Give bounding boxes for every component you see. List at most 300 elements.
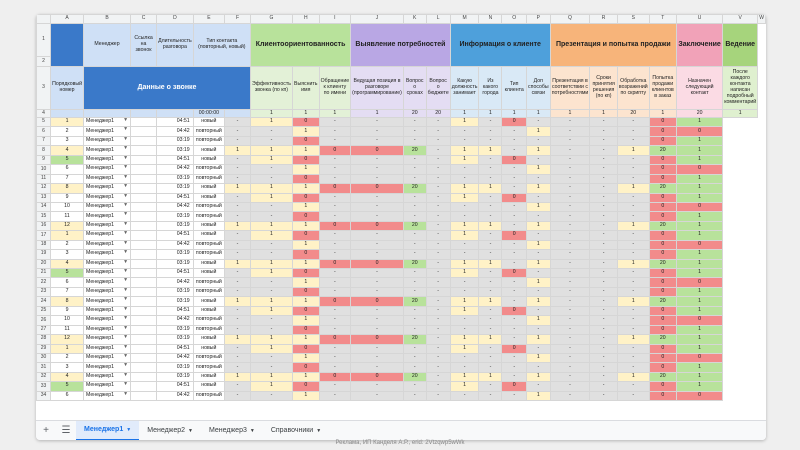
- call-link-cell[interactable]: [131, 269, 157, 278]
- score-cell-i[interactable]: 1: [250, 335, 292, 344]
- duration-cell[interactable]: 03:19: [157, 250, 194, 259]
- duration-cell[interactable]: 03:19: [157, 363, 194, 372]
- score-cell-r[interactable]: -: [526, 118, 550, 127]
- score-cell-p[interactable]: 1: [479, 184, 502, 193]
- contact-type-cell[interactable]: новый: [193, 155, 224, 164]
- score-cell-v[interactable]: 0: [649, 231, 676, 240]
- score-cell-n[interactable]: -: [426, 259, 450, 268]
- duration-cell[interactable]: 04:42: [157, 240, 194, 249]
- call-link-cell[interactable]: [131, 184, 157, 193]
- score-cell-q[interactable]: -: [502, 136, 527, 145]
- row-number[interactable]: 24: [37, 297, 51, 306]
- score-cell-p[interactable]: 1: [479, 259, 502, 268]
- score-cell-o[interactable]: -: [450, 136, 479, 145]
- score-cell-n[interactable]: -: [426, 202, 450, 211]
- score-cell-r[interactable]: -: [526, 382, 550, 391]
- subheader-q[interactable]: Доп способы связи: [526, 67, 550, 110]
- contact-type-cell[interactable]: повторный: [193, 165, 224, 174]
- chevron-down-icon[interactable]: ▼: [123, 277, 129, 284]
- chevron-down-icon[interactable]: ▼: [123, 391, 129, 397]
- score-cell-o[interactable]: 1: [450, 193, 479, 202]
- row-number[interactable]: 22: [37, 278, 51, 287]
- weight-h[interactable]: 1: [250, 110, 292, 118]
- score-cell-h[interactable]: -: [225, 325, 251, 334]
- duration-cell[interactable]: 03:19: [157, 372, 194, 381]
- order-num-cell[interactable]: 10: [51, 316, 84, 325]
- score-cell-n[interactable]: -: [426, 325, 450, 334]
- call-link-cell[interactable]: [131, 259, 157, 268]
- score-cell-t[interactable]: -: [590, 174, 618, 183]
- score-cell-n[interactable]: -: [426, 174, 450, 183]
- sheet-tab-manager1[interactable]: [76, 421, 139, 441]
- score-cell-j[interactable]: 0: [292, 363, 319, 372]
- score-cell-n[interactable]: -: [426, 278, 450, 287]
- row-number[interactable]: 21: [37, 269, 51, 278]
- score-cell-r[interactable]: 1: [526, 372, 550, 381]
- score-cell-v[interactable]: 20: [649, 221, 676, 230]
- col-header-c[interactable]: C: [131, 15, 157, 24]
- score-cell-v[interactable]: 20: [649, 184, 676, 193]
- score-cell-m[interactable]: -: [403, 165, 426, 174]
- score-cell-w[interactable]: 1: [677, 287, 723, 296]
- header-presentation[interactable]: Презентация и попытка продажи: [550, 24, 676, 67]
- score-cell-n[interactable]: -: [426, 221, 450, 230]
- header-conclusion[interactable]: Заключение: [677, 24, 723, 67]
- score-cell-i[interactable]: 1: [250, 193, 292, 202]
- score-cell-n[interactable]: -: [426, 240, 450, 249]
- contact-type-cell[interactable]: повторный: [193, 174, 224, 183]
- subheader-u[interactable]: Попытка продажи клиентов в заказ: [649, 67, 676, 110]
- contact-type-cell[interactable]: новый: [193, 269, 224, 278]
- score-cell-j[interactable]: 0: [292, 212, 319, 221]
- header-needs-detection[interactable]: Выявление потребностей: [351, 24, 451, 67]
- col-header-e[interactable]: E: [193, 15, 224, 24]
- score-cell-k[interactable]: -: [319, 269, 351, 278]
- call-link-cell[interactable]: [131, 325, 157, 334]
- manager-select[interactable]: [83, 202, 130, 211]
- score-cell-w[interactable]: 1: [677, 231, 723, 240]
- score-cell-n[interactable]: -: [426, 335, 450, 344]
- contact-type-cell[interactable]: повторный: [193, 278, 224, 287]
- manager-select[interactable]: [83, 335, 130, 344]
- order-num-cell[interactable]: 9: [51, 193, 84, 202]
- score-cell-s[interactable]: -: [550, 136, 590, 145]
- score-cell-i[interactable]: -: [250, 325, 292, 334]
- chevron-down-icon[interactable]: ▼: [123, 315, 129, 322]
- weight-o[interactable]: 1: [479, 110, 502, 118]
- score-cell-u[interactable]: 1: [617, 335, 649, 344]
- score-cell-w[interactable]: 1: [677, 212, 723, 221]
- score-cell-v[interactable]: 20: [649, 297, 676, 306]
- score-cell-n[interactable]: -: [426, 382, 450, 391]
- order-num-cell[interactable]: 12: [51, 221, 84, 230]
- score-cell-h[interactable]: 1: [225, 146, 251, 155]
- score-cell-p[interactable]: 1: [479, 221, 502, 230]
- score-cell-i[interactable]: -: [250, 287, 292, 296]
- order-num-cell[interactable]: 8: [51, 297, 84, 306]
- score-cell-m[interactable]: -: [403, 325, 426, 334]
- header-duration[interactable]: Длительность разговора: [157, 24, 194, 67]
- score-cell-w[interactable]: 1: [677, 269, 723, 278]
- score-cell-j[interactable]: 1: [292, 316, 319, 325]
- score-cell-o[interactable]: 1: [450, 382, 479, 391]
- row-number[interactable]: 13: [37, 193, 51, 202]
- chevron-down-icon[interactable]: ▼: [123, 381, 129, 388]
- contact-type-cell[interactable]: повторный: [193, 316, 224, 325]
- score-cell-n[interactable]: -: [426, 250, 450, 259]
- row-number[interactable]: 18: [37, 240, 51, 249]
- score-cell-k[interactable]: 0: [319, 221, 351, 230]
- manager-select[interactable]: [83, 297, 130, 306]
- score-cell-w[interactable]: 0: [677, 165, 723, 174]
- score-cell-s[interactable]: -: [550, 259, 590, 268]
- score-cell-s[interactable]: -: [550, 306, 590, 315]
- score-cell-v[interactable]: 0: [649, 382, 676, 391]
- order-num-cell[interactable]: 8: [51, 184, 84, 193]
- score-cell-i[interactable]: -: [250, 165, 292, 174]
- chevron-down-icon[interactable]: ▼: [123, 372, 129, 378]
- score-cell-m[interactable]: 20: [403, 297, 426, 306]
- score-cell-p[interactable]: -: [479, 382, 502, 391]
- score-cell-m[interactable]: -: [403, 316, 426, 325]
- score-cell-h[interactable]: 1: [225, 335, 251, 344]
- score-cell-k[interactable]: -: [319, 250, 351, 259]
- score-cell-m[interactable]: -: [403, 287, 426, 296]
- score-cell-v[interactable]: 0: [649, 155, 676, 164]
- score-cell-u[interactable]: 1: [617, 297, 649, 306]
- score-cell-v[interactable]: 0: [649, 174, 676, 183]
- score-cell-j[interactable]: 0: [292, 174, 319, 183]
- score-cell-l[interactable]: -: [351, 306, 404, 315]
- row-number[interactable]: 26: [37, 316, 51, 325]
- score-cell-i[interactable]: 1: [250, 146, 292, 155]
- duration-cell[interactable]: 04:42: [157, 127, 194, 136]
- col-header-w[interactable]: W: [758, 15, 766, 24]
- duration-cell[interactable]: 04:42: [157, 391, 194, 400]
- row-number[interactable]: 14: [37, 202, 51, 211]
- score-cell-u[interactable]: -: [617, 212, 649, 221]
- score-cell-w[interactable]: 0: [677, 316, 723, 325]
- subheader-w[interactable]: После каждого контакта написан подробный комментарий: [723, 67, 758, 110]
- weight-f[interactable]: 00:00:00: [193, 110, 224, 118]
- row-number[interactable]: 34: [37, 391, 51, 400]
- score-cell-w[interactable]: 1: [677, 306, 723, 315]
- manager-select[interactable]: [83, 174, 130, 183]
- score-cell-w[interactable]: 1: [677, 184, 723, 193]
- score-cell-k[interactable]: -: [319, 353, 351, 362]
- score-cell-m[interactable]: -: [403, 127, 426, 136]
- score-cell-l[interactable]: 0: [351, 146, 404, 155]
- score-cell-m[interactable]: 20: [403, 372, 426, 381]
- score-cell-l[interactable]: 0: [351, 184, 404, 193]
- score-cell-v[interactable]: 0: [649, 202, 676, 211]
- score-cell-p[interactable]: -: [479, 250, 502, 259]
- score-cell-n[interactable]: -: [426, 391, 450, 400]
- contact-type-cell[interactable]: новый: [193, 184, 224, 193]
- col-header-k[interactable]: K: [403, 15, 426, 24]
- score-cell-k[interactable]: -: [319, 127, 351, 136]
- score-cell-h[interactable]: -: [225, 165, 251, 174]
- subheader-n[interactable]: Какую должность занимает: [450, 67, 479, 110]
- score-cell-r[interactable]: -: [526, 306, 550, 315]
- score-cell-s[interactable]: -: [550, 372, 590, 381]
- score-cell-k[interactable]: -: [319, 287, 351, 296]
- score-cell-p[interactable]: 1: [479, 335, 502, 344]
- duration-cell[interactable]: 04:42: [157, 316, 194, 325]
- order-num-cell[interactable]: 5: [51, 269, 84, 278]
- score-cell-i[interactable]: -: [250, 391, 292, 400]
- score-cell-q[interactable]: -: [502, 174, 527, 183]
- chevron-down-icon[interactable]: ▼: [123, 193, 129, 199]
- row-number[interactable]: 1: [37, 24, 51, 57]
- contact-type-cell[interactable]: повторный: [193, 240, 224, 249]
- score-cell-v[interactable]: 0: [649, 306, 676, 315]
- col-header-r[interactable]: R: [590, 15, 618, 24]
- score-cell-n[interactable]: -: [426, 127, 450, 136]
- score-cell-i[interactable]: -: [250, 136, 292, 145]
- score-cell-i[interactable]: -: [250, 127, 292, 136]
- chevron-down-icon[interactable]: ▼: [123, 136, 129, 142]
- score-cell-m[interactable]: -: [403, 353, 426, 362]
- header-call-data[interactable]: Данные о звонке: [83, 67, 250, 110]
- score-cell-m[interactable]: -: [403, 240, 426, 249]
- score-cell-o[interactable]: -: [450, 202, 479, 211]
- score-cell-r[interactable]: -: [526, 193, 550, 202]
- score-cell-j[interactable]: 1: [292, 146, 319, 155]
- score-cell-u[interactable]: -: [617, 269, 649, 278]
- score-cell-h[interactable]: -: [225, 193, 251, 202]
- call-link-cell[interactable]: [131, 165, 157, 174]
- weight-w[interactable]: 1: [723, 110, 758, 118]
- score-cell-w[interactable]: 1: [677, 297, 723, 306]
- manager-select[interactable]: [83, 287, 130, 296]
- score-cell-w[interactable]: 1: [677, 174, 723, 183]
- col-header-q[interactable]: Q: [550, 15, 590, 24]
- score-cell-p[interactable]: -: [479, 165, 502, 174]
- score-cell-o[interactable]: 1: [450, 184, 479, 193]
- chevron-down-icon[interactable]: ▼: [123, 183, 129, 190]
- score-cell-o[interactable]: -: [450, 212, 479, 221]
- score-cell-v[interactable]: 20: [649, 335, 676, 344]
- score-cell-m[interactable]: -: [403, 174, 426, 183]
- sheet-tab-manager2[interactable]: [139, 421, 201, 441]
- score-cell-p[interactable]: -: [479, 118, 502, 127]
- score-cell-o[interactable]: -: [450, 287, 479, 296]
- score-cell-u[interactable]: -: [617, 391, 649, 400]
- row-number[interactable]: 8: [37, 146, 51, 155]
- weight-v[interactable]: 20: [677, 110, 723, 118]
- chevron-down-icon[interactable]: ▼: [123, 211, 129, 218]
- score-cell-t[interactable]: -: [590, 202, 618, 211]
- chevron-down-icon[interactable]: ▼: [249, 427, 255, 434]
- score-cell-l[interactable]: 0: [351, 372, 404, 381]
- duration-cell[interactable]: 03:19: [157, 297, 194, 306]
- score-cell-n[interactable]: -: [426, 316, 450, 325]
- call-link-cell[interactable]: [131, 335, 157, 344]
- score-cell-o[interactable]: -: [450, 240, 479, 249]
- chevron-down-icon[interactable]: ▼: [123, 221, 129, 227]
- score-cell-u[interactable]: -: [617, 155, 649, 164]
- score-cell-m[interactable]: 20: [403, 184, 426, 193]
- order-num-cell[interactable]: 4: [51, 146, 84, 155]
- score-cell-k[interactable]: 0: [319, 297, 351, 306]
- chevron-down-icon[interactable]: ▼: [123, 306, 129, 312]
- row-number[interactable]: 2: [37, 57, 51, 67]
- order-num-cell[interactable]: 1: [51, 118, 84, 127]
- score-cell-h[interactable]: -: [225, 202, 251, 211]
- score-cell-t[interactable]: -: [590, 287, 618, 296]
- score-cell-h[interactable]: -: [225, 174, 251, 183]
- call-link-cell[interactable]: [131, 221, 157, 230]
- manager-select[interactable]: [83, 250, 130, 259]
- score-cell-n[interactable]: -: [426, 184, 450, 193]
- score-cell-j[interactable]: 0: [292, 344, 319, 353]
- score-cell-l[interactable]: -: [351, 240, 404, 249]
- call-link-cell[interactable]: [131, 118, 157, 127]
- contact-type-cell[interactable]: новый: [193, 297, 224, 306]
- score-cell-o[interactable]: -: [450, 250, 479, 259]
- score-cell-o[interactable]: 1: [450, 231, 479, 240]
- col-header-s[interactable]: S: [617, 15, 649, 24]
- score-cell-k[interactable]: -: [319, 193, 351, 202]
- weight-i[interactable]: 1: [292, 110, 319, 118]
- score-cell-u[interactable]: -: [617, 363, 649, 372]
- manager-select[interactable]: [83, 146, 130, 155]
- score-cell-r[interactable]: 1: [526, 297, 550, 306]
- score-cell-n[interactable]: -: [426, 165, 450, 174]
- score-cell-n[interactable]: -: [426, 155, 450, 164]
- score-cell-s[interactable]: -: [550, 382, 590, 391]
- score-cell-q[interactable]: -: [502, 325, 527, 334]
- score-cell-p[interactable]: -: [479, 287, 502, 296]
- score-cell-h[interactable]: -: [225, 287, 251, 296]
- manager-select[interactable]: [83, 155, 130, 164]
- score-cell-u[interactable]: -: [617, 118, 649, 127]
- score-cell-t[interactable]: -: [590, 118, 618, 127]
- score-cell-p[interactable]: -: [479, 316, 502, 325]
- score-cell-s[interactable]: -: [550, 287, 590, 296]
- call-link-cell[interactable]: [131, 127, 157, 136]
- score-cell-h[interactable]: -: [225, 306, 251, 315]
- header-client-info[interactable]: Информация о клиенте: [450, 24, 550, 67]
- score-cell-h[interactable]: -: [225, 278, 251, 287]
- header-call-link[interactable]: Ссылка на звонок: [131, 24, 157, 67]
- subheader-o[interactable]: Из какого города: [479, 67, 502, 110]
- score-cell-u[interactable]: -: [617, 193, 649, 202]
- score-cell-m[interactable]: -: [403, 391, 426, 400]
- call-link-cell[interactable]: [131, 155, 157, 164]
- score-cell-j[interactable]: 0: [292, 250, 319, 259]
- score-cell-t[interactable]: -: [590, 193, 618, 202]
- order-num-cell[interactable]: 1: [51, 231, 84, 240]
- score-cell-q[interactable]: -: [502, 297, 527, 306]
- call-link-cell[interactable]: [131, 174, 157, 183]
- score-cell-v[interactable]: 0: [649, 269, 676, 278]
- manager-select[interactable]: [83, 316, 130, 325]
- score-cell-r[interactable]: 1: [526, 391, 550, 400]
- subheader-h[interactable]: Эффективность звонка (по кп): [250, 67, 292, 110]
- subheader-v[interactable]: Назначен следующий контакт: [677, 67, 723, 110]
- score-cell-q[interactable]: -: [502, 316, 527, 325]
- score-cell-q[interactable]: 0: [502, 269, 527, 278]
- call-link-cell[interactable]: [131, 391, 157, 400]
- score-cell-k[interactable]: 0: [319, 146, 351, 155]
- subheader-r[interactable]: Презентация в соответствии с потребностями: [550, 67, 590, 110]
- score-cell-s[interactable]: -: [550, 391, 590, 400]
- score-cell-s[interactable]: -: [550, 325, 590, 334]
- call-link-cell[interactable]: [131, 146, 157, 155]
- score-cell-o[interactable]: 1: [450, 335, 479, 344]
- score-cell-u[interactable]: -: [617, 231, 649, 240]
- row-number[interactable]: 12: [37, 184, 51, 193]
- score-cell-t[interactable]: -: [590, 155, 618, 164]
- score-cell-v[interactable]: 20: [649, 146, 676, 155]
- score-cell-q[interactable]: 0: [502, 155, 527, 164]
- call-link-cell[interactable]: [131, 212, 157, 221]
- order-num-cell[interactable]: 10: [51, 202, 84, 211]
- score-cell-j[interactable]: 1: [292, 391, 319, 400]
- manager-select[interactable]: [83, 269, 130, 278]
- manager-select[interactable]: [83, 344, 130, 353]
- score-cell-w[interactable]: 1: [677, 193, 723, 202]
- order-num-cell[interactable]: 11: [51, 325, 84, 334]
- score-cell-m[interactable]: -: [403, 193, 426, 202]
- score-cell-p[interactable]: -: [479, 174, 502, 183]
- subheader-p[interactable]: Тип клиента: [502, 67, 527, 110]
- duration-cell[interactable]: 03:19: [157, 184, 194, 193]
- score-cell-n[interactable]: -: [426, 193, 450, 202]
- score-cell-k[interactable]: -: [319, 136, 351, 145]
- contact-type-cell[interactable]: новый: [193, 193, 224, 202]
- row-number[interactable]: 11: [37, 174, 51, 183]
- weight-t[interactable]: 20: [617, 110, 649, 118]
- score-cell-l[interactable]: -: [351, 316, 404, 325]
- duration-cell[interactable]: 04:51: [157, 231, 194, 240]
- score-cell-t[interactable]: -: [590, 221, 618, 230]
- score-cell-l[interactable]: -: [351, 202, 404, 211]
- score-cell-p[interactable]: -: [479, 391, 502, 400]
- score-cell-i[interactable]: -: [250, 174, 292, 183]
- score-cell-v[interactable]: 0: [649, 212, 676, 221]
- score-cell-m[interactable]: -: [403, 231, 426, 240]
- weight-m[interactable]: 20: [426, 110, 450, 118]
- contact-type-cell[interactable]: новый: [193, 335, 224, 344]
- score-cell-h[interactable]: -: [225, 391, 251, 400]
- call-link-cell[interactable]: [131, 353, 157, 362]
- weight-cell[interactable]: [157, 110, 194, 118]
- score-cell-p[interactable]: -: [479, 155, 502, 164]
- score-cell-l[interactable]: -: [351, 136, 404, 145]
- score-cell-s[interactable]: -: [550, 146, 590, 155]
- score-cell-r[interactable]: 1: [526, 127, 550, 136]
- score-cell-i[interactable]: -: [250, 363, 292, 372]
- chevron-down-icon[interactable]: ▼: [123, 259, 129, 265]
- duration-cell[interactable]: 03:19: [157, 146, 194, 155]
- row-number[interactable]: 32: [37, 372, 51, 381]
- score-cell-q[interactable]: -: [502, 363, 527, 372]
- score-cell-u[interactable]: -: [617, 240, 649, 249]
- row-number[interactable]: 25: [37, 306, 51, 315]
- duration-cell[interactable]: 04:51: [157, 344, 194, 353]
- weight-cell[interactable]: [51, 110, 84, 118]
- score-cell-n[interactable]: -: [426, 372, 450, 381]
- order-num-cell[interactable]: 3: [51, 250, 84, 259]
- chevron-down-icon[interactable]: ▼: [123, 174, 129, 180]
- score-cell-s[interactable]: -: [550, 297, 590, 306]
- chevron-down-icon[interactable]: ▼: [123, 362, 129, 369]
- score-cell-h[interactable]: -: [225, 155, 251, 164]
- score-cell-l[interactable]: -: [351, 391, 404, 400]
